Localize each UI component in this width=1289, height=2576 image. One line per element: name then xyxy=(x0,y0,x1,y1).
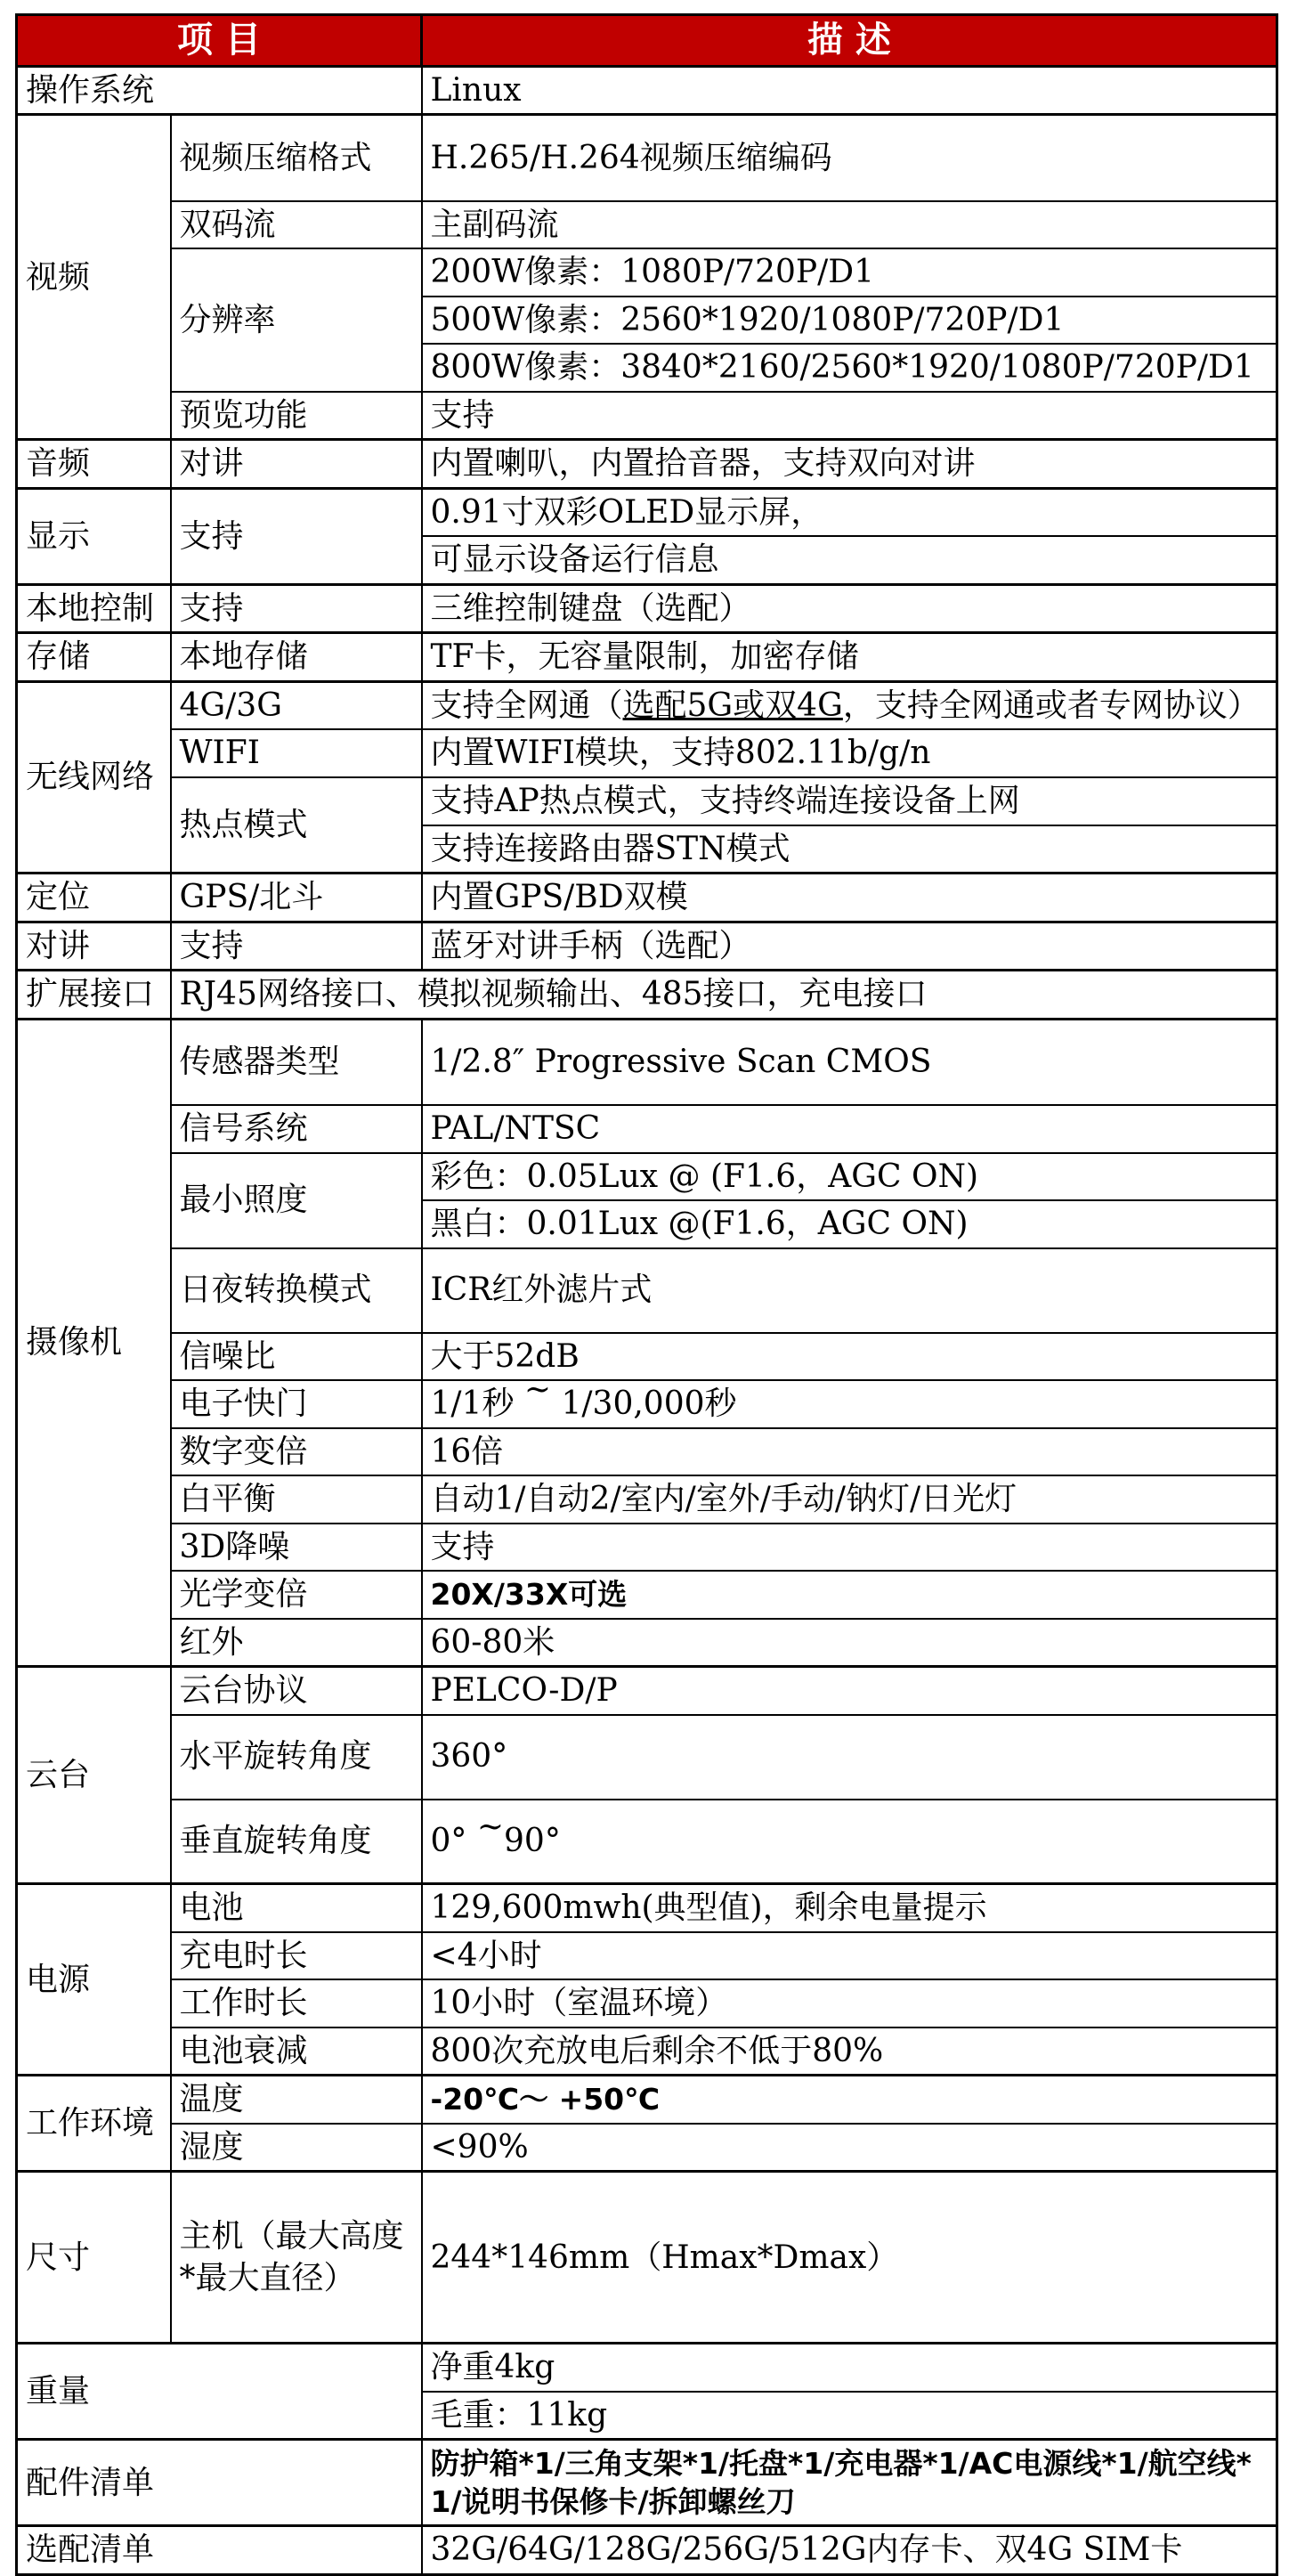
label-optional-items: 选配清单 xyxy=(17,2526,422,2575)
value-snr: 大于52dB xyxy=(422,1333,1277,1381)
value-display-line1: 0.91寸双彩OLED显示屏， xyxy=(422,488,1277,536)
category-local-control: 本地控制 xyxy=(17,584,171,633)
label-tilt-angle: 垂直旋转角度 xyxy=(171,1800,422,1884)
value-gps: 内置GPS/BD双模 xyxy=(422,874,1277,922)
label-battery: 电池 xyxy=(171,1884,422,1932)
raised-tilde: ~ xyxy=(476,1808,505,1846)
label-sensor-type: 传感器类型 xyxy=(171,1019,422,1105)
raised-tilde: ~ xyxy=(523,1380,552,1408)
category-wireless: 无线网络 xyxy=(17,681,171,873)
value-intercom-audio: 内置喇叭，内置拾音器，支持双向对讲 xyxy=(422,440,1277,489)
header-item-column: 项目 xyxy=(17,15,422,67)
value-expansion-ports: RJ45网络接口、模拟视频输出、485接口，充电接口 xyxy=(171,971,1277,1020)
label-work-time: 工作时长 xyxy=(171,1979,422,2027)
label-gps: GPS/北斗 xyxy=(171,874,422,922)
label-resolution: 分辨率 xyxy=(171,248,422,392)
value-intercom: 蓝牙对讲手柄（选配） xyxy=(422,922,1277,971)
label-intercom: 支持 xyxy=(171,922,422,971)
label-preview: 预览功能 xyxy=(171,392,422,440)
label-snr: 信噪比 xyxy=(171,1333,422,1381)
spec-table-body xyxy=(17,15,1277,2575)
value-min-illumination-color: 彩色：0.05Lux @ (F1.6，AGC ON) xyxy=(422,1153,1277,1201)
value-4g-3g xyxy=(422,681,1277,729)
value-signal-system: PAL/NTSC xyxy=(422,1105,1277,1153)
label-operating-system: 操作系统 xyxy=(17,66,422,115)
header-description-column: 描述 xyxy=(422,15,1277,67)
value-pan-angle: 360° xyxy=(422,1715,1277,1800)
category-ptz: 云台 xyxy=(17,1667,171,1884)
category-video: 视频 xyxy=(17,115,171,440)
value-video-compression: H.265/H.264视频压缩编码 xyxy=(422,115,1277,201)
value-dimensions: 244*146mm（Hmax*Dmax） xyxy=(422,2172,1277,2344)
label-3d-dnr: 3D降噪 xyxy=(171,1524,422,1572)
value-local-storage: TF卡，无容量限制，加密存储 xyxy=(422,633,1277,682)
category-storage: 存储 xyxy=(17,633,171,682)
spec-table xyxy=(15,13,1278,2576)
value-white-balance: 自动1/自动2/室内/室外/手动/钠灯/日光灯 xyxy=(422,1475,1277,1524)
value-infrared: 60-80米 xyxy=(422,1619,1277,1667)
category-intercom: 对讲 xyxy=(17,922,171,971)
value-hotspot-line1: 支持AP热点模式，支持终端连接设备上网 xyxy=(422,777,1277,825)
value-resolution-200w: 200W像素：1080P/720P/D1 xyxy=(422,248,1277,297)
label-day-night-mode: 日夜转换模式 xyxy=(171,1248,422,1333)
category-environment: 工作环境 xyxy=(17,2076,171,2172)
category-power: 电源 xyxy=(17,1884,171,2076)
label-local-storage: 本地存储 xyxy=(171,633,422,682)
value-local-control: 三维控制键盘（选配） xyxy=(422,584,1277,633)
value-gross-weight: 毛重：11kg xyxy=(422,2392,1277,2440)
label-expansion-ports: 扩展接口 xyxy=(17,971,171,1020)
label-intercom-audio: 对讲 xyxy=(171,440,422,489)
label-display-support: 支持 xyxy=(171,488,422,584)
label-dimensions: 主机（最大高度*最大直径） xyxy=(171,2172,422,2344)
text-segment: 支持全网通（ xyxy=(430,687,623,724)
label-weight: 重量 xyxy=(17,2344,422,2440)
value-hotspot-line2: 支持连接路由器STN模式 xyxy=(422,825,1277,874)
label-digital-zoom: 数字变倍 xyxy=(171,1428,422,1476)
category-positioning: 定位 xyxy=(17,874,171,922)
text-segment: ，支持全网通或者专网协议） xyxy=(842,687,1260,724)
underlined-text: 选配5G或双4G xyxy=(622,687,843,724)
text-segment: 1/1秒 xyxy=(430,1386,524,1423)
value-3d-dnr: 支持 xyxy=(422,1524,1277,1572)
value-min-illumination-bw: 黑白：0.01Lux @(F1.6，AGC ON) xyxy=(422,1200,1277,1248)
label-local-control: 支持 xyxy=(171,584,422,633)
value-work-time: 10小时（室温环境） xyxy=(422,1979,1277,2027)
value-net-weight: 净重4kg xyxy=(422,2344,1277,2392)
label-hotspot: 热点模式 xyxy=(171,777,422,874)
value-sensor-type: 1/2.8″ Progressive Scan CMOS xyxy=(422,1019,1277,1105)
value-temperature: -20℃～ +50℃ xyxy=(422,2076,1277,2124)
value-humidity: <90% xyxy=(422,2124,1277,2172)
value-wifi: 内置WIFI模块，支持802.11b/g/n xyxy=(422,729,1277,777)
label-ptz-protocol: 云台协议 xyxy=(171,1667,422,1715)
value-charge-time: <4小时 xyxy=(422,1932,1277,1980)
label-shutter: 电子快门 xyxy=(171,1380,422,1428)
text-segment: 0° xyxy=(430,1823,477,1860)
value-day-night-mode: ICR红外滤片式 xyxy=(422,1248,1277,1333)
text-segment: 1/30,000秒 xyxy=(551,1386,737,1423)
label-4g-3g: 4G/3G xyxy=(171,681,422,729)
label-charge-time: 充电时长 xyxy=(171,1932,422,1980)
label-video-compression: 视频压缩格式 xyxy=(171,115,422,201)
label-optical-zoom: 光学变倍 xyxy=(171,1571,422,1619)
value-shutter xyxy=(422,1380,1277,1428)
value-operating-system: Linux xyxy=(422,66,1277,115)
text-segment: 90° xyxy=(504,1823,561,1860)
value-ptz-protocol: PELCO-D/P xyxy=(422,1667,1277,1715)
category-audio: 音频 xyxy=(17,440,171,489)
value-resolution-500w: 500W像素：2560*1920/1080P/720P/D1 xyxy=(422,297,1277,345)
label-wifi: WIFI xyxy=(171,729,422,777)
category-display: 显示 xyxy=(17,488,171,584)
value-optional-items: 32G/64G/128G/256G/512G内存卡、双4G SIM卡 xyxy=(422,2526,1277,2575)
value-dual-stream: 主副码流 xyxy=(422,201,1277,249)
value-optical-zoom: 20X/33X可选 xyxy=(422,1571,1277,1619)
value-battery-decay: 800次充放电后剩余不低于80% xyxy=(422,2027,1277,2076)
label-humidity: 湿度 xyxy=(171,2124,422,2172)
label-dual-stream: 双码流 xyxy=(171,201,422,249)
category-dimensions: 尺寸 xyxy=(17,2172,171,2344)
value-digital-zoom: 16倍 xyxy=(422,1428,1277,1476)
value-battery: 129,600mwh(典型值)，剩余电量提示 xyxy=(422,1884,1277,1932)
label-battery-decay: 电池衰减 xyxy=(171,2027,422,2076)
label-min-illumination: 最小照度 xyxy=(171,1153,422,1248)
label-infrared: 红外 xyxy=(171,1619,422,1667)
label-accessories: 配件清单 xyxy=(17,2440,422,2526)
value-display-line2: 可显示设备运行信息 xyxy=(422,536,1277,584)
label-temperature: 温度 xyxy=(171,2076,422,2124)
value-accessories: 防护箱*1/三角支架*1/托盘*1/充电器*1/AC电源线*1/航空线*1/说明书保修卡/拆卸螺丝刀 xyxy=(422,2440,1277,2526)
label-signal-system: 信号系统 xyxy=(171,1105,422,1153)
value-tilt-angle xyxy=(422,1800,1277,1884)
category-camera: 摄像机 xyxy=(17,1019,171,1667)
value-resolution-800w: 800W像素：3840*2160/2560*1920/1080P/720P/D1 xyxy=(422,344,1277,392)
value-preview: 支持 xyxy=(422,392,1277,440)
label-pan-angle: 水平旋转角度 xyxy=(171,1715,422,1800)
label-white-balance: 白平衡 xyxy=(171,1475,422,1524)
